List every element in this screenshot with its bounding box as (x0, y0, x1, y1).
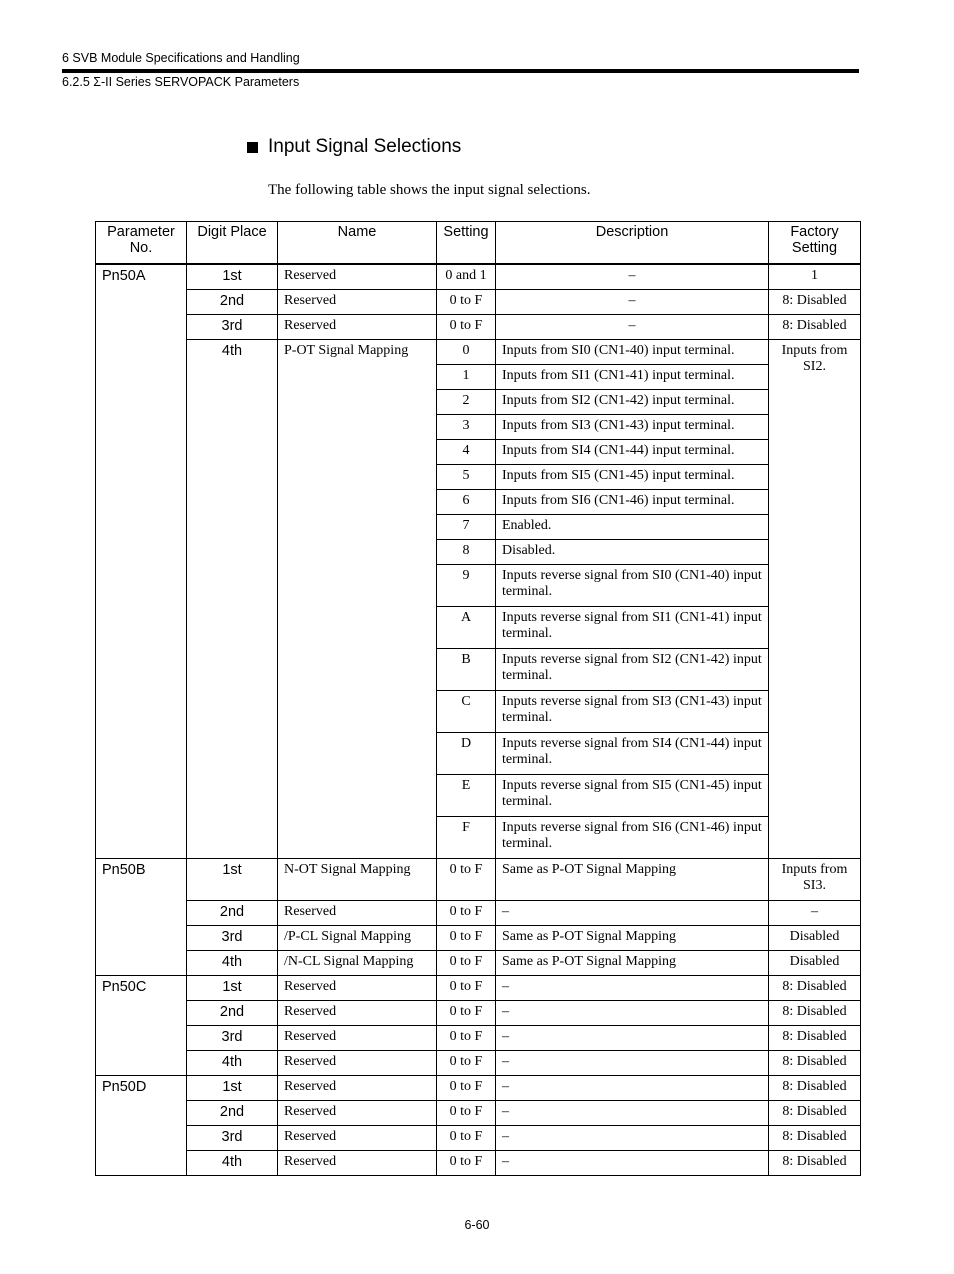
table-row (96, 1001, 861, 1026)
factory-cell: 1 (769, 264, 861, 290)
section-title-text: Input Signal Selections (268, 136, 462, 157)
digit-cell: 2nd (187, 1101, 278, 1126)
name-cell: Reserved (278, 1001, 437, 1026)
param-cell: Pn50B (96, 859, 187, 976)
col-header-digit: Digit Place (187, 222, 278, 265)
col-header-factory: Factory Setting (769, 222, 861, 265)
digit-cell: 2nd (187, 290, 278, 315)
factory-cell: 8: Disabled (769, 1001, 861, 1026)
section-header: 6.2.5 Σ-II Series SERVOPACK Parameters (62, 75, 300, 89)
table-row (96, 340, 861, 365)
description-cell: Inputs from SI1 (CN1-41) input terminal. (496, 365, 769, 390)
setting-cell: 7 (437, 515, 496, 540)
digit-cell: 3rd (187, 1026, 278, 1051)
description-cell: Inputs from SI0 (CN1-40) input terminal. (496, 340, 769, 365)
name-cell: Reserved (278, 1101, 437, 1126)
factory-cell: Disabled (769, 951, 861, 976)
setting-cell: 2 (437, 390, 496, 415)
setting-cell: 0 to F (437, 951, 496, 976)
setting-cell: E (437, 775, 496, 817)
description-cell: – (496, 1076, 769, 1101)
table-row (96, 1126, 861, 1151)
description-cell: – (496, 1026, 769, 1051)
setting-cell: 0 and 1 (437, 264, 496, 290)
setting-cell: 0 to F (437, 1026, 496, 1051)
digit-cell: 1st (187, 976, 278, 1001)
col-header-setting: Setting (437, 222, 496, 265)
description-cell: Inputs from SI4 (CN1-44) input terminal. (496, 440, 769, 465)
intro-text: The following table shows the input signal selections. (268, 182, 591, 198)
digit-cell: 2nd (187, 901, 278, 926)
page-number: 6-60 (464, 1218, 490, 1232)
digit-cell: 3rd (187, 315, 278, 340)
table-row (96, 1051, 861, 1076)
description-cell: Inputs from SI2 (CN1-42) input terminal. (496, 390, 769, 415)
factory-cell: 8: Disabled (769, 1101, 861, 1126)
input-signal-table (95, 221, 861, 1176)
header-rule (62, 69, 859, 73)
table-row (96, 951, 861, 976)
table-header-row (96, 222, 861, 265)
setting-cell: B (437, 649, 496, 691)
table-row (96, 926, 861, 951)
table-row (96, 290, 861, 315)
factory-cell: Inputs from SI3. (769, 859, 861, 901)
param-cell: Pn50C (96, 976, 187, 1076)
factory-cell: Inputs from SI2. (769, 340, 861, 859)
name-cell: Reserved (278, 1126, 437, 1151)
description-cell: – (496, 976, 769, 1001)
setting-cell: 0 to F (437, 976, 496, 1001)
name-cell: Reserved (278, 264, 437, 290)
description-cell: Disabled. (496, 540, 769, 565)
setting-cell: 0 to F (437, 901, 496, 926)
description-cell: – (496, 1051, 769, 1076)
description-cell: Same as P-OT Signal Mapping (496, 926, 769, 951)
table-row (96, 1026, 861, 1051)
setting-cell: 8 (437, 540, 496, 565)
table-row (96, 901, 861, 926)
setting-cell: 0 (437, 340, 496, 365)
factory-cell: 8: Disabled (769, 1076, 861, 1101)
description-cell: Same as P-OT Signal Mapping (496, 859, 769, 901)
name-cell: P-OT Signal Mapping (278, 340, 437, 859)
description-cell: Inputs reverse signal from SI1 (CN1-41) input terminal. (496, 607, 769, 649)
setting-cell: 6 (437, 490, 496, 515)
name-cell: N-OT Signal Mapping (278, 859, 437, 901)
col-header-name: Name (278, 222, 437, 265)
factory-cell: 8: Disabled (769, 1051, 861, 1076)
setting-cell: 0 to F (437, 1151, 496, 1176)
description-cell: Inputs from SI3 (CN1-43) input terminal. (496, 415, 769, 440)
setting-cell: 9 (437, 565, 496, 607)
setting-cell: 0 to F (437, 315, 496, 340)
digit-cell: 4th (187, 1151, 278, 1176)
description-cell: Inputs reverse signal from SI0 (CN1-40) input terminal. (496, 565, 769, 607)
description-cell: Inputs from SI6 (CN1-46) input terminal. (496, 490, 769, 515)
factory-cell: 8: Disabled (769, 976, 861, 1001)
setting-cell: 5 (437, 465, 496, 490)
setting-cell: F (437, 817, 496, 859)
digit-cell: 4th (187, 340, 278, 859)
digit-cell: 2nd (187, 1001, 278, 1026)
col-header-description: Description (496, 222, 769, 265)
description-cell: – (496, 1151, 769, 1176)
setting-cell: 3 (437, 415, 496, 440)
setting-cell: C (437, 691, 496, 733)
setting-cell: 0 to F (437, 926, 496, 951)
description-cell: Inputs reverse signal from SI6 (CN1-46) input terminal. (496, 817, 769, 859)
setting-cell: 0 to F (437, 1051, 496, 1076)
factory-cell: 8: Disabled (769, 1126, 861, 1151)
factory-cell: 8: Disabled (769, 290, 861, 315)
digit-cell: 1st (187, 1076, 278, 1101)
setting-cell: 4 (437, 440, 496, 465)
setting-cell: A (437, 607, 496, 649)
table-row (96, 976, 861, 1001)
name-cell: /N-CL Signal Mapping (278, 951, 437, 976)
digit-cell: 3rd (187, 1126, 278, 1151)
setting-cell: 0 to F (437, 290, 496, 315)
name-cell: Reserved (278, 976, 437, 1001)
factory-cell: 8: Disabled (769, 1151, 861, 1176)
name-cell: Reserved (278, 290, 437, 315)
setting-cell: D (437, 733, 496, 775)
square-bullet-icon (247, 142, 258, 153)
table-row (96, 264, 861, 290)
setting-cell: 0 to F (437, 1076, 496, 1101)
digit-cell: 4th (187, 951, 278, 976)
name-cell: Reserved (278, 1026, 437, 1051)
digit-cell: 1st (187, 264, 278, 290)
setting-cell: 0 to F (437, 1001, 496, 1026)
factory-cell: 8: Disabled (769, 315, 861, 340)
factory-cell: – (769, 901, 861, 926)
digit-cell: 4th (187, 1051, 278, 1076)
description-cell: – (496, 901, 769, 926)
section-title (247, 136, 461, 158)
description-cell: – (496, 1101, 769, 1126)
table-row (96, 1076, 861, 1101)
description-cell: Inputs reverse signal from SI2 (CN1-42) input terminal. (496, 649, 769, 691)
param-cell: Pn50D (96, 1076, 187, 1176)
table-row (96, 315, 861, 340)
description-cell: – (496, 1126, 769, 1151)
description-cell: Inputs from SI5 (CN1-45) input terminal. (496, 465, 769, 490)
digit-cell: 1st (187, 859, 278, 901)
description-cell: – (496, 264, 769, 290)
name-cell: /P-CL Signal Mapping (278, 926, 437, 951)
description-cell: Enabled. (496, 515, 769, 540)
factory-cell: Disabled (769, 926, 861, 951)
factory-cell: 8: Disabled (769, 1026, 861, 1051)
name-cell: Reserved (278, 1151, 437, 1176)
description-cell: – (496, 315, 769, 340)
table-row (96, 1101, 861, 1126)
chapter-header: 6 SVB Module Specifications and Handling (62, 51, 300, 65)
description-cell: Inputs reverse signal from SI3 (CN1-43) input terminal. (496, 691, 769, 733)
setting-cell: 1 (437, 365, 496, 390)
name-cell: Reserved (278, 315, 437, 340)
table-row (96, 859, 861, 901)
name-cell: Reserved (278, 1051, 437, 1076)
table-row (96, 1151, 861, 1176)
name-cell: Reserved (278, 901, 437, 926)
description-cell: Inputs reverse signal from SI5 (CN1-45) input terminal. (496, 775, 769, 817)
description-cell: Same as P-OT Signal Mapping (496, 951, 769, 976)
digit-cell: 3rd (187, 926, 278, 951)
setting-cell: 0 to F (437, 1126, 496, 1151)
name-cell: Reserved (278, 1076, 437, 1101)
setting-cell: 0 to F (437, 1101, 496, 1126)
param-cell: Pn50A (96, 264, 187, 859)
setting-cell: 0 to F (437, 859, 496, 901)
description-cell: – (496, 290, 769, 315)
col-header-parameter: Parameter No. (96, 222, 187, 265)
description-cell: Inputs reverse signal from SI4 (CN1-44) input terminal. (496, 733, 769, 775)
description-cell: – (496, 1001, 769, 1026)
